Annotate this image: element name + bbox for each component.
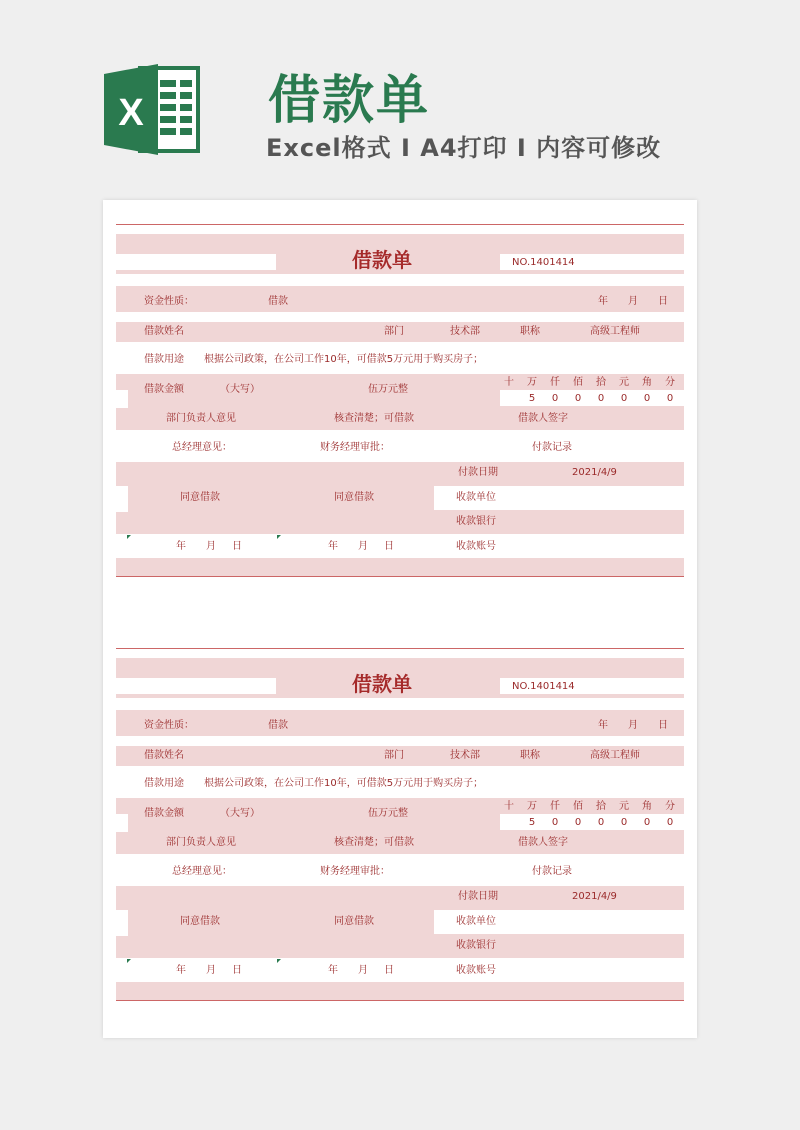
date-month: 月	[628, 296, 638, 307]
payment-record-label: 付款记录	[532, 866, 572, 877]
logo-letter: X	[118, 92, 144, 134]
digit-value[interactable]: 0	[574, 393, 582, 404]
dept-head-label: 部门负责人意见	[166, 837, 236, 848]
sign-day: 日	[232, 541, 242, 552]
top-line	[116, 224, 684, 225]
digit-value[interactable]: 5	[528, 393, 536, 404]
bottom-line	[116, 1000, 684, 1001]
finance-label: 财务经理审批：	[320, 442, 390, 453]
approve-2[interactable]: 同意借款	[334, 492, 374, 503]
digit-value[interactable]: 0	[597, 393, 605, 404]
digit-value[interactable]: 0	[551, 393, 559, 404]
cell-marker-icon	[277, 535, 281, 539]
approve-1[interactable]: 同意借款	[180, 916, 220, 927]
nature-label: 资金性质：	[144, 296, 194, 307]
pay-date-value[interactable]: 2021/4/9	[572, 467, 617, 478]
amount-caps-label: （大写）	[220, 384, 260, 395]
digit-unit: 元	[619, 801, 629, 812]
finance-label: 财务经理审批：	[320, 866, 390, 877]
sign-year: 年	[176, 541, 186, 552]
sign-month: 月	[358, 965, 368, 976]
form-title: 借款单	[352, 672, 412, 696]
name-label: 借款姓名	[144, 326, 184, 337]
payee-bank-label: 收款银行	[456, 516, 496, 527]
date-month: 月	[628, 720, 638, 731]
date-day: 日	[658, 720, 668, 731]
purpose-label: 借款用途	[144, 354, 184, 365]
dept-value[interactable]: 技术部	[450, 750, 480, 761]
position-value[interactable]: 高级工程师	[590, 326, 640, 337]
sign-year: 年	[328, 541, 338, 552]
digit-value[interactable]: 0	[551, 817, 559, 828]
payee-unit-label: 收款单位	[456, 492, 496, 503]
dept-label: 部门	[384, 750, 404, 761]
sign-month: 月	[206, 965, 216, 976]
digit-unit: 拾	[596, 801, 606, 812]
digit-value[interactable]: 0	[666, 817, 674, 828]
digit-unit: 拾	[596, 377, 606, 388]
sign-month: 月	[206, 541, 216, 552]
position-label: 职称	[520, 750, 540, 761]
digit-unit: 角	[642, 377, 652, 388]
digit-unit: 十	[504, 377, 514, 388]
nature-label: 资金性质：	[144, 720, 194, 731]
sign-month: 月	[358, 541, 368, 552]
gm-label: 总经理意见：	[172, 866, 232, 877]
digit-unit: 仟	[550, 801, 560, 812]
sign-day: 日	[384, 541, 394, 552]
payee-unit-label: 收款单位	[456, 916, 496, 927]
digit-unit: 佰	[573, 801, 583, 812]
position-value[interactable]: 高级工程师	[590, 750, 640, 761]
sign-year: 年	[176, 965, 186, 976]
payment-record-label: 付款记录	[532, 442, 572, 453]
nature-value[interactable]: 借款	[268, 296, 288, 307]
date-year: 年	[598, 720, 608, 731]
sign-day: 日	[232, 965, 242, 976]
paper-sheet	[103, 200, 697, 1038]
amount-caps-value[interactable]: 伍万元整	[368, 808, 408, 819]
excel-logo-icon	[102, 62, 202, 157]
payee-bank-label: 收款银行	[456, 940, 496, 951]
payee-account-label: 收款账号	[456, 541, 496, 552]
loan-form-1	[116, 224, 684, 604]
payee-account-label: 收款账号	[456, 965, 496, 976]
borrower-sign-label: 借款人签字	[518, 837, 568, 848]
approve-1[interactable]: 同意借款	[180, 492, 220, 503]
digit-unit: 分	[665, 801, 675, 812]
approve-2[interactable]: 同意借款	[334, 916, 374, 927]
borrower-sign-label: 借款人签字	[518, 413, 568, 424]
form-number[interactable]: NO.1401414	[512, 681, 575, 692]
digit-unit: 万	[527, 801, 537, 812]
cell-marker-icon	[127, 959, 131, 963]
footer-band	[116, 558, 684, 576]
check-value[interactable]: 核查清楚；可借款	[334, 837, 414, 848]
header	[0, 0, 800, 190]
digit-value[interactable]: 0	[620, 817, 628, 828]
digit-value[interactable]: 0	[620, 393, 628, 404]
dept-value[interactable]: 技术部	[450, 326, 480, 337]
digit-value[interactable]: 0	[574, 817, 582, 828]
purpose-value[interactable]: 根据公司政策，在公司工作10年，可借款5万元用于购买房子；	[204, 354, 484, 365]
digit-unit: 十	[504, 801, 514, 812]
date-year: 年	[598, 296, 608, 307]
check-value[interactable]: 核查清楚；可借款	[334, 413, 414, 424]
digit-value[interactable]: 0	[643, 817, 651, 828]
digit-value[interactable]: 0	[597, 817, 605, 828]
digit-value[interactable]: 0	[643, 393, 651, 404]
purpose-label: 借款用途	[144, 778, 184, 789]
sign-year: 年	[328, 965, 338, 976]
digit-unit: 佰	[573, 377, 583, 388]
pay-date-label: 付款日期	[458, 891, 498, 902]
digit-unit: 仟	[550, 377, 560, 388]
amount-caps-label: （大写）	[220, 808, 260, 819]
form-title: 借款单	[352, 248, 412, 272]
purpose-value[interactable]: 根据公司政策，在公司工作10年，可借款5万元用于购买房子；	[204, 778, 484, 789]
name-label: 借款姓名	[144, 750, 184, 761]
footer-band	[116, 982, 684, 1000]
date-day: 日	[658, 296, 668, 307]
digit-unit: 万	[527, 377, 537, 388]
loan-form-2	[116, 648, 684, 1028]
gm-label: 总经理意见：	[172, 442, 232, 453]
position-label: 职称	[520, 326, 540, 337]
cell-marker-icon	[127, 535, 131, 539]
nature-value[interactable]: 借款	[268, 720, 288, 731]
dept-label: 部门	[384, 326, 404, 337]
amount-label: 借款金额	[144, 808, 184, 819]
page-subtitle: Excel格式 I A4打印 I 内容可修改	[266, 134, 662, 162]
amount-label: 借款金额	[144, 384, 184, 395]
sign-day: 日	[384, 965, 394, 976]
amount-caps-value[interactable]: 伍万元整	[368, 384, 408, 395]
pay-date-label: 付款日期	[458, 467, 498, 478]
form-number[interactable]: NO.1401414	[512, 257, 575, 268]
cell-marker-icon	[277, 959, 281, 963]
pay-date-value[interactable]: 2021/4/9	[572, 891, 617, 902]
digit-unit: 分	[665, 377, 675, 388]
top-line	[116, 648, 684, 649]
page-title: 借款单	[268, 71, 431, 131]
digit-unit: 元	[619, 377, 629, 388]
bottom-line	[116, 576, 684, 577]
digit-value[interactable]: 0	[666, 393, 674, 404]
dept-head-label: 部门负责人意见	[166, 413, 236, 424]
digit-value[interactable]: 5	[528, 817, 536, 828]
digit-unit: 角	[642, 801, 652, 812]
